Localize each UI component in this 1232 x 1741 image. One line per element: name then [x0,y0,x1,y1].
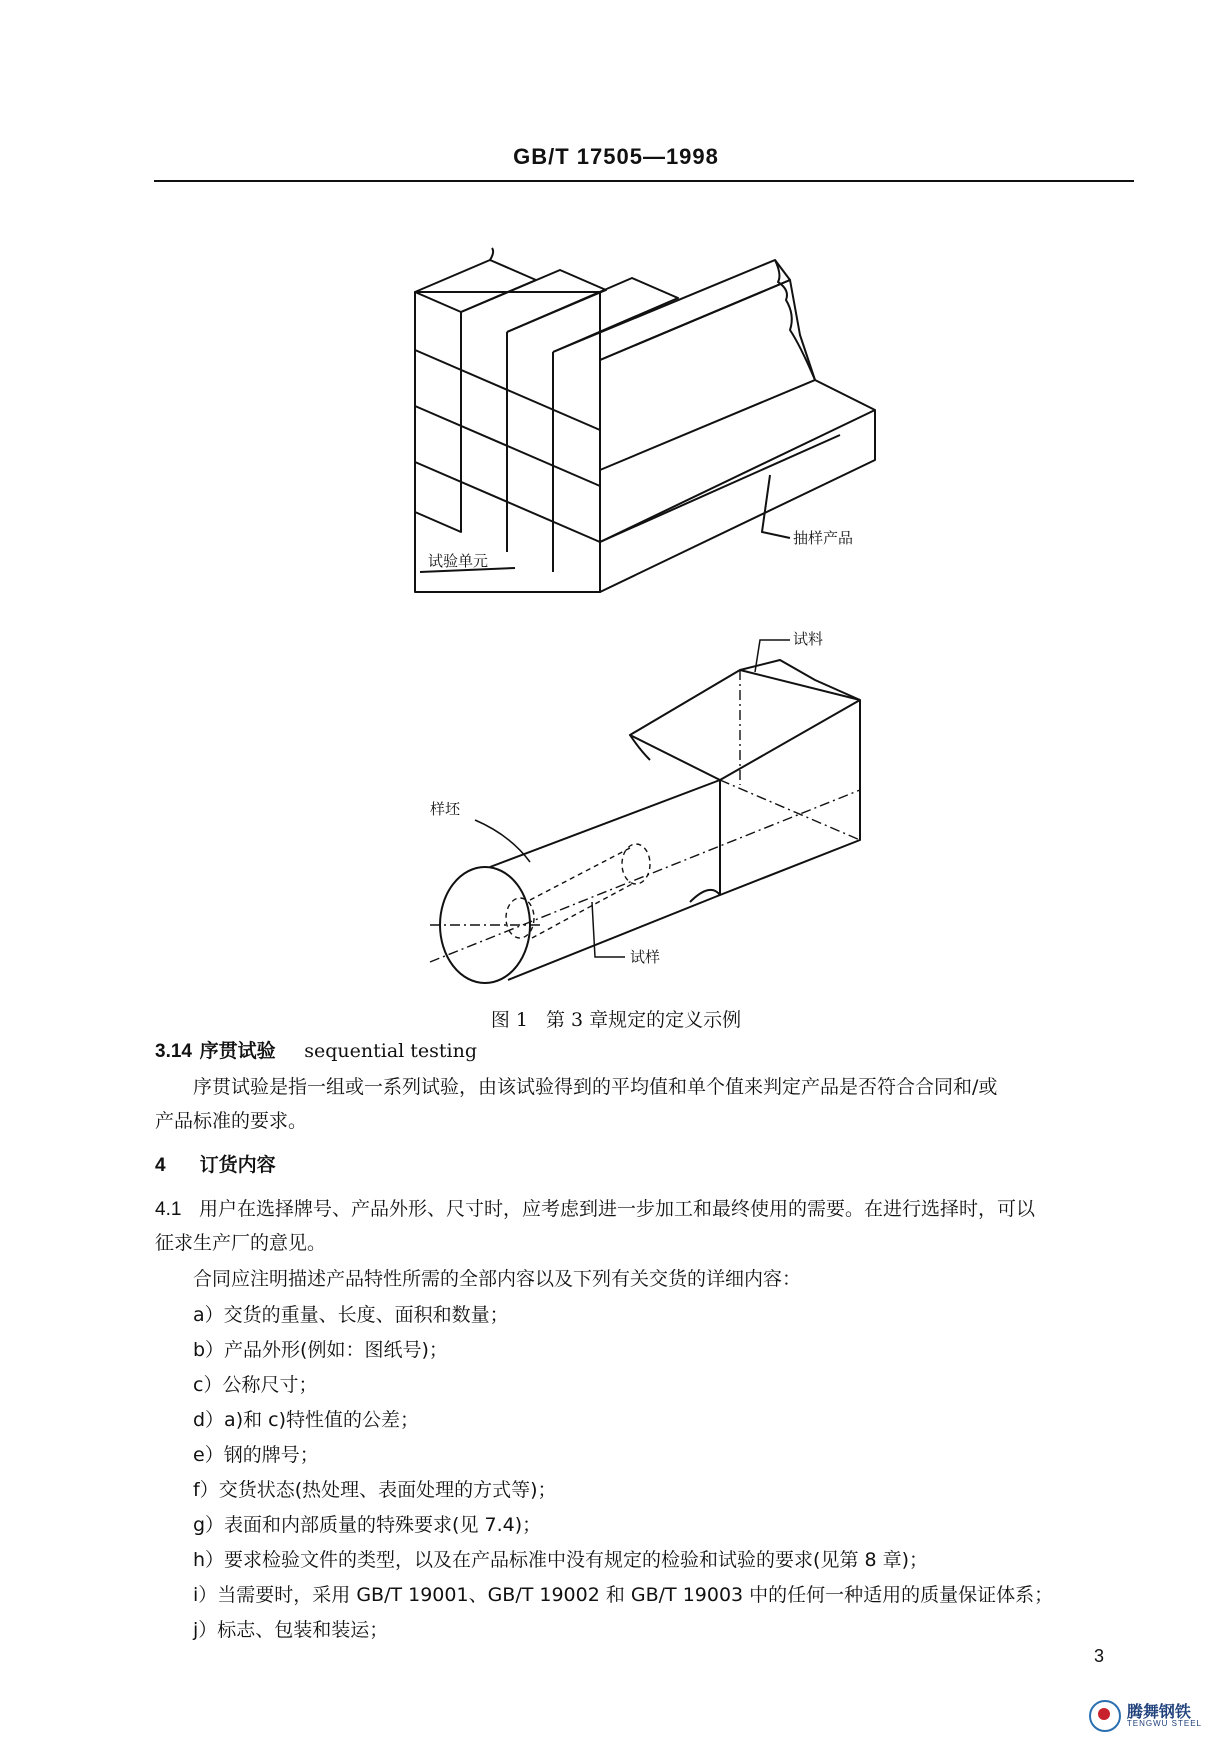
paragraph-line: 序贯试验是指一组或一系列试验，由该试验得到的平均值和单个值来判定产品是否符合合同和/或 [193,1076,998,1098]
list-item: f）交货状态(热处理、表面处理的方式等)； [193,1479,557,1501]
list-item: g）表面和内部质量的特殊要求(见 7.4)； [193,1514,542,1536]
paragraph-line: 征求生产厂的意见。 [155,1232,327,1254]
list-item: h）要求检验文件的类型，以及在产品标准中没有规定的检验和试验的要求(见第 8 章)； [193,1549,929,1571]
list-item: i）当需要时，采用 GB/T 19001、GB/T 19002 和 GB/T 19003 中的任何一种适用的质量保证体系； [193,1584,1054,1606]
label-specimen: 试样 [630,948,661,966]
section-title: 订货内容 [199,1154,276,1176]
section-4-heading [155,1152,276,1179]
list-item: c）公称尺寸； [193,1374,318,1396]
label-test-unit: 试验单元 [428,552,489,570]
section-number: 4 [155,1155,166,1176]
list-item: e）钢的牌号； [193,1444,319,1466]
section-title: 序贯试验 [199,1040,276,1062]
figure-caption [0,1005,1232,1032]
paragraph-line: 合同应注明描述产品特性所需的全部内容以及下列有关交货的详细内容： [193,1268,802,1290]
label-blank: 样坯 [430,800,461,818]
section-number: 4.1 [155,1199,182,1220]
watermark-en: TENGWU STEEL [1126,1719,1202,1728]
watermark-text [1127,1704,1202,1728]
label-sample: 试料 [793,630,824,648]
list-item: j）标志、包装和装运； [193,1619,389,1641]
section-4-1-line1 [155,1196,1035,1223]
header-rule [154,180,1134,182]
caption-number: 图 1 [490,1009,528,1031]
list-item: b）产品外形(例如：图纸号)； [193,1339,448,1361]
watermark-cn: 腾舞钢铁 [1126,1702,1191,1721]
watermark [1089,1700,1202,1732]
paragraph-text: 用户在选择牌号、产品外形、尺寸时，应考虑到进一步加工和最终使用的需要。在进行选择时，可以 [199,1198,1036,1220]
section-number: 3.14 [155,1041,192,1062]
list-item: d）a)和 c)特性值的公差； [193,1409,420,1431]
paragraph-line: 产品标准的要求。 [155,1110,308,1132]
page-number: 3 [1093,1646,1104,1666]
label-sampled-product: 抽样产品 [793,529,854,547]
list-item: a）交货的重量、长度、面积和数量； [193,1304,509,1326]
section-3-14-heading [155,1038,477,1065]
caption-text: 第 3 章规定的定义示例 [546,1009,742,1031]
standard-code-header: GB/T 17505—1998 [513,144,719,169]
watermark-logo-icon [1089,1700,1121,1732]
figure-specimen [0,620,1232,1000]
section-title-en: sequential testing [304,1040,478,1062]
